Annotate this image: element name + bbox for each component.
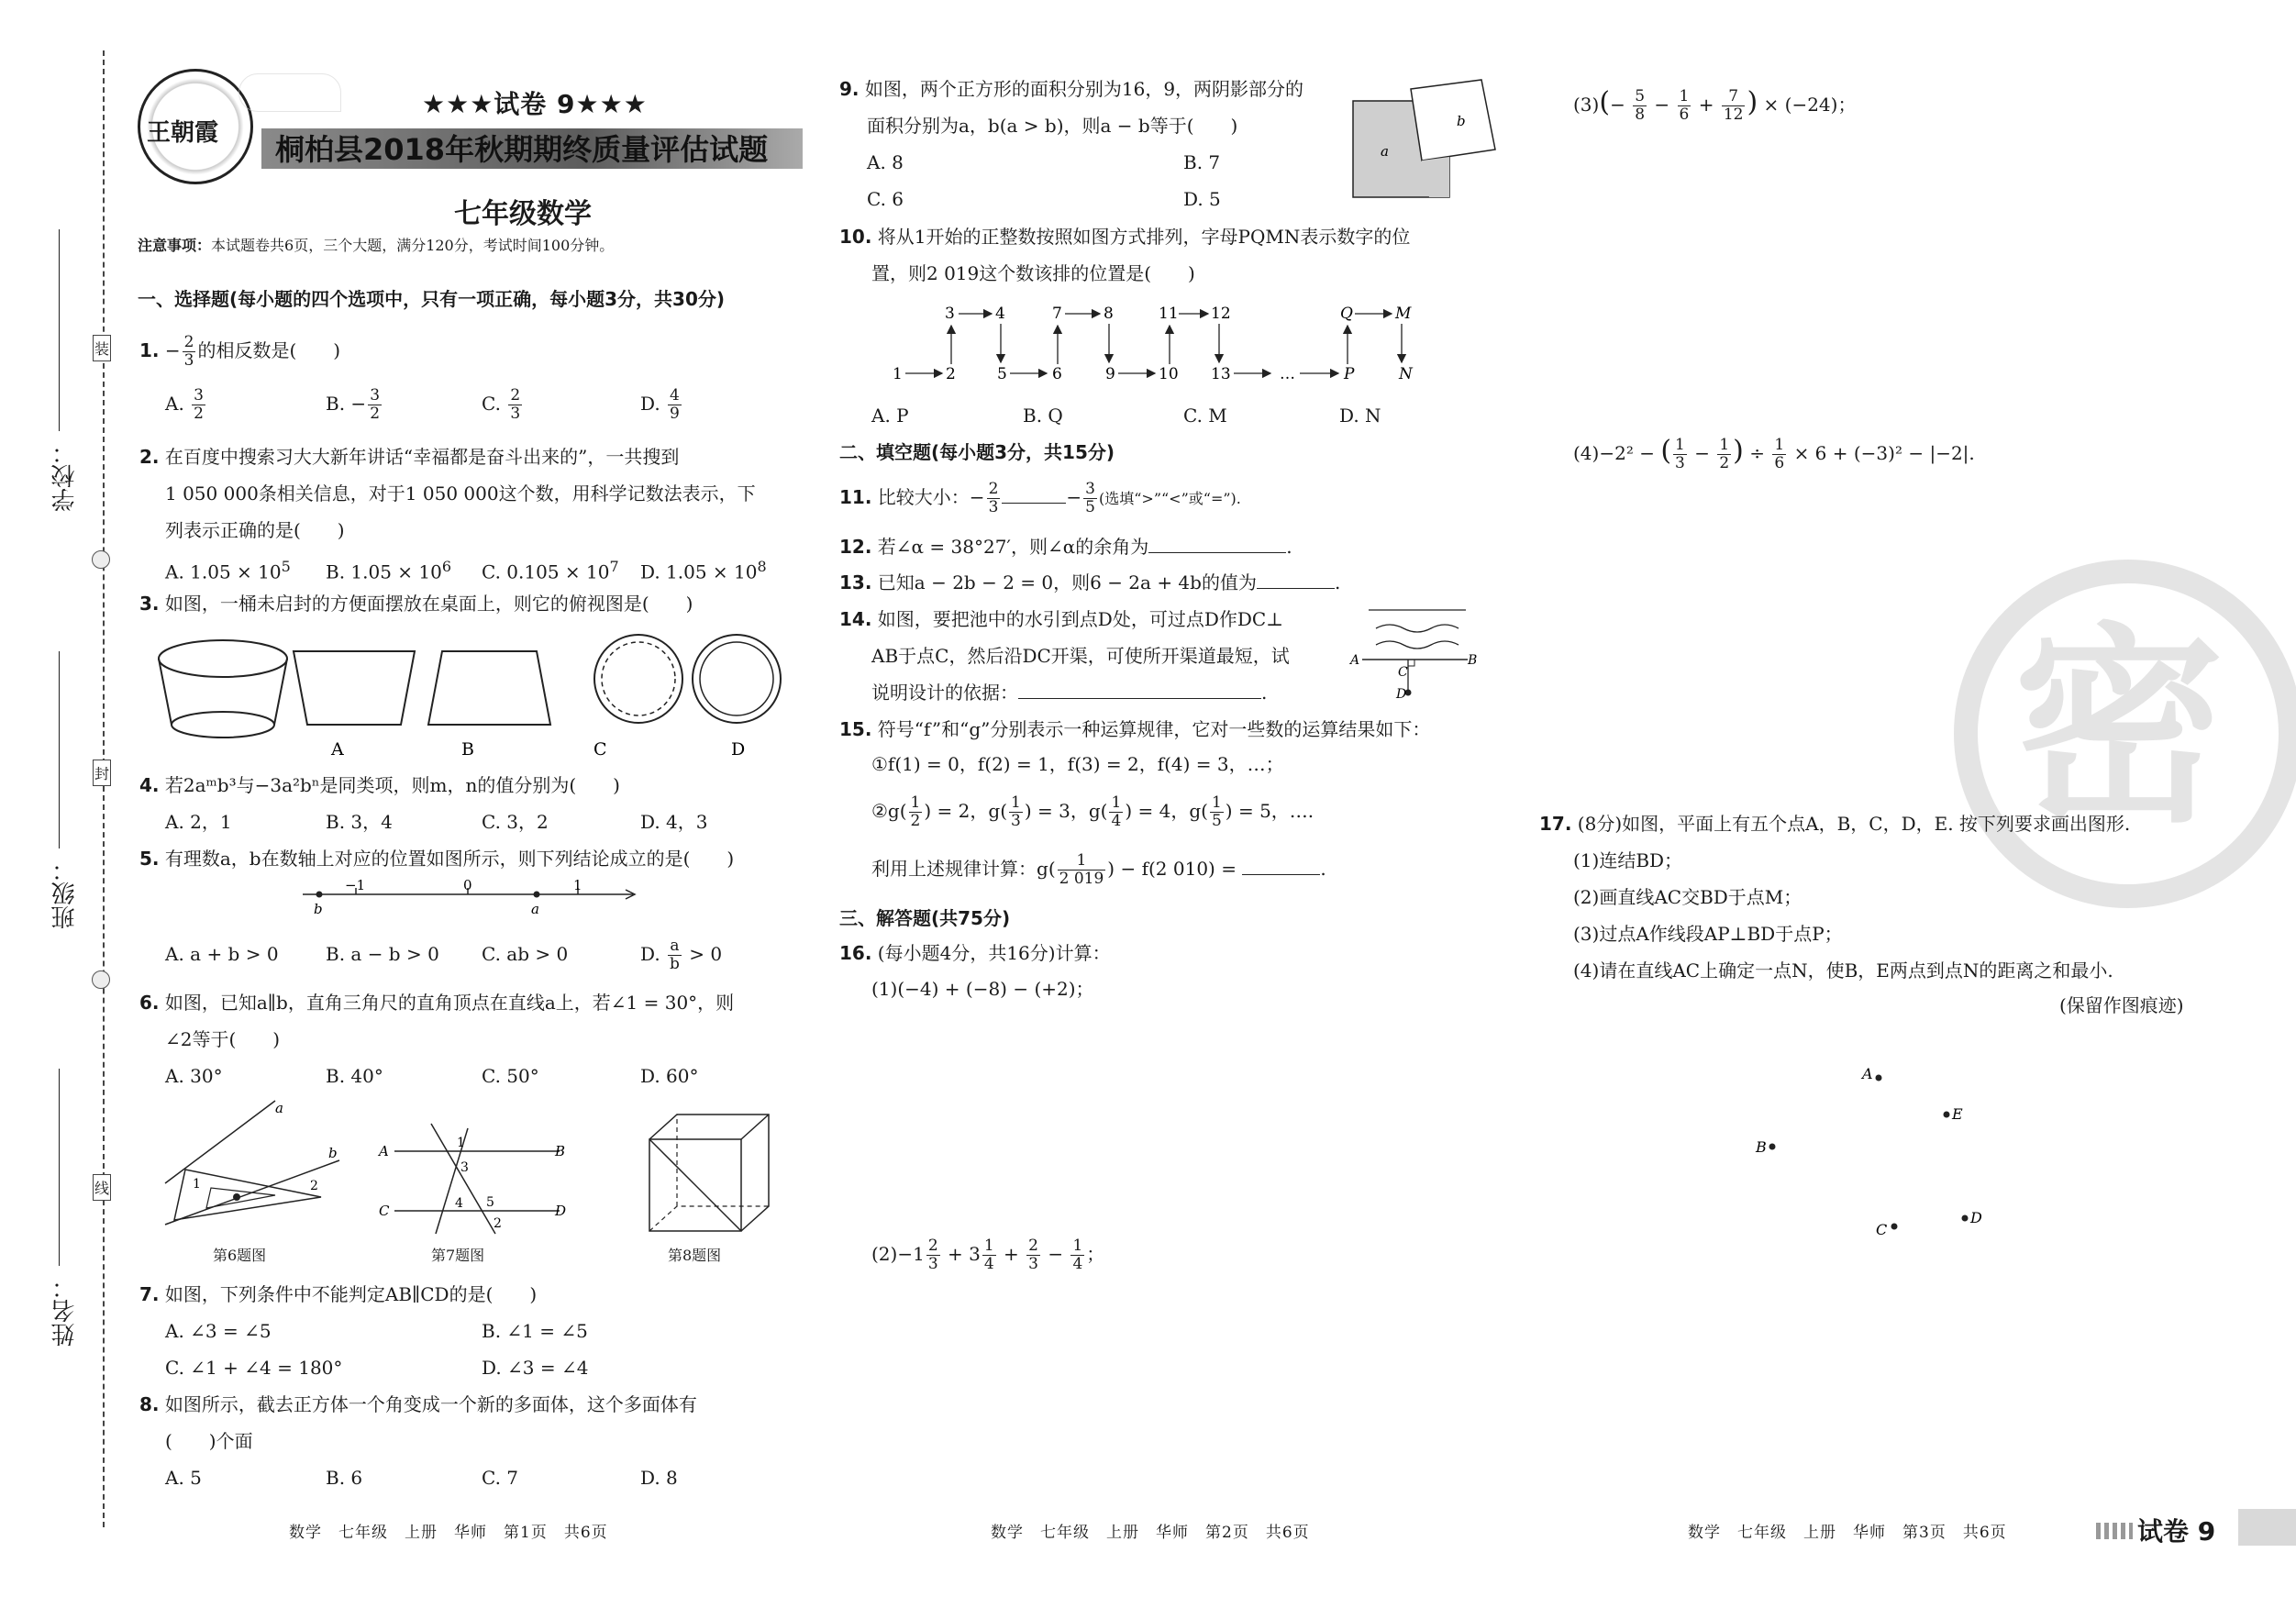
q9-line-2: 面积分别为a，b(a > b)，则a − b等于( ) (867, 115, 1238, 137)
q9-line-1: 9. 如图，两个正方形的面积分别为16，9，两阴影部分的 (839, 78, 1304, 100)
svg-text:4: 4 (455, 1196, 463, 1211)
q9-option-b[interactable]: B. 7 (1183, 151, 1221, 173)
q3-label-b: B (461, 739, 474, 760)
section-2-title: 二、填空题(每小题3分，共15分) (839, 441, 1115, 463)
svg-text:13: 13 (1211, 365, 1231, 383)
figure-7 (376, 1119, 578, 1238)
brand-logo-text: 王朝霞 (147, 119, 219, 147)
svg-text:2: 2 (310, 1179, 318, 1193)
q1-option-d[interactable]: D. $\frac{4}{9}$ (640, 386, 680, 423)
footer-page-3: 数学 七年级 上册 华师 第3页 共6页 (1688, 1524, 2007, 1542)
q5-stem: 5. 有理数a，b在数轴上对应的位置如图所示，则下列结论成立的是( ) (139, 848, 735, 870)
q17-stem: 17. (8分)如图，平面上有五个点A，B，C，D，E. 按下列要求画出图形. (1539, 813, 2131, 835)
q1-option-b[interactable]: B. − $\frac{3}{2}$ (326, 386, 381, 423)
q2-line-3: 列表示正确的是( ) (165, 519, 345, 541)
svg-text:C: C (379, 1203, 390, 1219)
q5-option-a[interactable]: A. a + b > 0 (165, 943, 279, 965)
footer-page-2: 数学 七年级 上册 华师 第2页 共6页 (991, 1524, 1310, 1542)
q14-figure (1348, 601, 1486, 706)
q16-part-2: (2)−1 $\frac{2}{3}$ + 3 $\frac{1}{4}$ + $\frac{2}{3}$ − $\frac{1}{4}$ ； (871, 1237, 1105, 1273)
q5-option-d[interactable]: D. $\frac{a}{b}$ > 0 (640, 937, 723, 973)
svg-text:A: A (1350, 653, 1360, 668)
q2-option-c[interactable]: C. $0.105 \times 10^7$ (482, 558, 619, 583)
svg-text:11: 11 (1159, 305, 1179, 323)
q6-option-c[interactable]: C. 50° (482, 1065, 539, 1087)
q16-part-2-answer-area[interactable] (871, 1280, 1495, 1500)
q15-calc: 利用上述规律计算：g( $\frac{1}{2 019}$ ) − f(2 010) = . (871, 851, 1326, 888)
q5-option-b[interactable]: B. a − b > 0 (326, 943, 439, 965)
svg-text:B: B (1756, 1138, 1767, 1156)
binding-label-xian: 线 (93, 1174, 111, 1201)
q14-answer-blank[interactable] (1018, 698, 1261, 699)
q4-option-c[interactable]: C. 3，2 (482, 811, 549, 833)
q15-line-2: ①f(1) = 0，f(2) = 1，f(3) = 2，f(4) = 3，…； (871, 753, 1284, 775)
q10-line-1: 10. 将从1开始的正整数按照如图方式排列，字母PQMN表示数字的位 (839, 226, 1411, 248)
school-label: 学校： (51, 440, 79, 512)
section-1-title: 一、选择题(每小题的四个选项中，只有一项正确，每小题3分，共30分) (138, 288, 726, 310)
q11-answer-blank[interactable] (1002, 503, 1066, 504)
svg-text:6: 6 (1052, 365, 1062, 383)
q3-label-a: A (331, 739, 344, 760)
svg-text:D: D (555, 1203, 567, 1219)
q3-label-d: D (731, 739, 746, 760)
svg-text:P: P (1344, 365, 1355, 383)
q7-option-c[interactable]: C. ∠1 + ∠4 = 180° (165, 1357, 343, 1379)
svg-text:B: B (1468, 653, 1478, 668)
q3-label-c: C (593, 739, 607, 760)
notice-text: 本试题卷共6页，三个大题，满分120分，考试时间100分钟。 (211, 237, 615, 254)
svg-text:N: N (1399, 365, 1413, 383)
confidential-stamp-text: 密 (2013, 606, 2225, 851)
q14-line-1: 14. 如图，要把池中的水引到点D处，可过点D作DC⊥ (839, 608, 1284, 630)
q3-noodle-cup (159, 640, 287, 738)
q7-option-a[interactable]: A. ∠3 = ∠5 (165, 1320, 272, 1342)
q2-line-2: 1 050 000条相关信息，对于1 050 000这个数，用科学记数法表示，下 (165, 482, 756, 505)
footer-page-1: 数学 七年级 上册 华师 第1页 共6页 (289, 1524, 608, 1542)
q12-answer-blank[interactable] (1148, 552, 1286, 553)
q10-option-d[interactable]: D. N (1339, 405, 1381, 427)
svg-text:b: b (328, 1145, 338, 1161)
q10-arrangement-figure (885, 298, 1436, 390)
name-label: 姓名： (51, 1275, 79, 1347)
q8-line-2: ( )个面 (165, 1430, 253, 1452)
svg-text:8: 8 (1104, 305, 1114, 323)
logo-ribbon (238, 73, 341, 112)
svg-text:5: 5 (997, 365, 1007, 383)
q13-answer-blank[interactable] (1257, 588, 1335, 589)
svg-text:B: B (555, 1143, 566, 1159)
q8-line-1: 8. 如图所示，截去正方体一个角变成一个新的多面体，这个多面体有 (139, 1393, 697, 1415)
binding-dot-2 (92, 970, 110, 989)
figure-6 (156, 1096, 367, 1234)
q10-option-b[interactable]: B. Q (1023, 405, 1063, 427)
q9-option-a[interactable]: A. 8 (867, 151, 904, 173)
q17-note: (保留作图痕迹) (2059, 994, 2184, 1016)
figure-7-caption: 第7题图 (431, 1247, 485, 1264)
svg-text:C: C (1398, 665, 1408, 680)
q6-line-2: ∠2等于( ) (165, 1028, 281, 1050)
svg-text:b: b (1457, 113, 1466, 129)
q14-line-3: 说明设计的依据： . (871, 682, 1268, 704)
q17-step-2: (2)画直线AC交BD于点M； (1573, 886, 1802, 908)
q4-stem: 4. 若2aᵐb³与−3a²bⁿ是同类项，则m，n的值分别为( ) (139, 774, 620, 796)
q16-part-1: (1)(−4) + (−8) − (+2)； (871, 978, 1094, 1000)
q17-step-3: (3)过点A作线段AP⊥BD于点P； (1573, 923, 1843, 945)
q14-line-2: AB于点C，然后沿DC开渠，可使所开渠道最短，试 (871, 645, 1290, 667)
q5-axis-b: b (314, 901, 323, 917)
q15-answer-blank[interactable] (1242, 874, 1320, 875)
q10-option-a[interactable]: A. P (871, 405, 909, 427)
q2-option-b[interactable]: B. $1.05 \times 10^6$ (326, 558, 452, 583)
q4-option-a[interactable]: A. 2，1 (165, 811, 232, 833)
q3-option-b-figure[interactable] (428, 651, 550, 725)
q5-axis-1: 1 (573, 879, 582, 893)
q9-option-c[interactable]: C. 6 (867, 188, 904, 210)
class-label: 班级： (51, 858, 79, 929)
q3-figures (151, 628, 793, 766)
svg-text:1: 1 (893, 365, 903, 383)
q10-option-c[interactable]: C. M (1183, 405, 1227, 427)
q15-line-1: 15. 符号“f”和“g”分别表示一种运算规律，它对一些数的运算结果如下： (839, 718, 1431, 740)
svg-text:1: 1 (457, 1136, 465, 1150)
svg-text:D: D (1396, 687, 1407, 702)
figure-8 (642, 1110, 780, 1243)
binding-dashed-line (103, 50, 105, 1527)
svg-text:7: 7 (1052, 305, 1062, 323)
svg-text:C: C (1876, 1221, 1888, 1238)
footer-tag-dots (2096, 1523, 2133, 1539)
exam-title: 桐柏县2018年秋期期终质量评估试题 (275, 132, 769, 167)
section-3-title: 三、解答题(共75分) (839, 907, 1011, 929)
q11-stem: 11. 比较大小：− $\frac{2}{3}$ − $\frac{3}{5}$ (选填“>”“<”或“=”). (839, 480, 1241, 516)
svg-text:E: E (1952, 1105, 1963, 1123)
svg-text:a: a (275, 1100, 283, 1116)
svg-text:1: 1 (193, 1177, 201, 1192)
footer-tag-bar (2238, 1509, 2296, 1546)
q16-part-3: (3)(− $\frac{5}{8}$ − $\frac{1}{6}$ + $\frac{7}{12}$ ) × (−24)； (1573, 86, 1857, 124)
q8-option-b[interactable]: B. 6 (326, 1467, 363, 1489)
svg-text:3: 3 (460, 1160, 469, 1175)
svg-text:3: 3 (945, 305, 955, 323)
q5-axis-a: a (531, 901, 539, 917)
svg-text:…: … (1280, 365, 1295, 383)
q3-option-a-figure[interactable] (294, 651, 415, 725)
name-field[interactable] (46, 1069, 79, 1353)
binding-label-zhuang: 装 (93, 335, 111, 361)
svg-text:D: D (1970, 1209, 1982, 1226)
svg-text:5: 5 (486, 1195, 494, 1210)
svg-text:A: A (379, 1143, 389, 1159)
q1-stem: 1. − $\frac{2}{3}$ 的相反数是( ) (139, 333, 341, 370)
q6-option-d[interactable]: D. 60° (640, 1065, 699, 1087)
q3-stem: 3. 如图，一桶未启封的方便面摆放在桌面上，则它的俯视图是( ) (139, 593, 693, 615)
q5-axis-0: 0 (463, 879, 472, 893)
q17-points-figure[interactable] (1743, 1055, 2018, 1257)
svg-text:M: M (1395, 305, 1412, 323)
class-field[interactable] (46, 651, 79, 936)
notice (138, 234, 614, 258)
svg-text:Q: Q (1340, 305, 1353, 323)
svg-text:a: a (1381, 143, 1389, 160)
q8-option-d[interactable]: D. 8 (640, 1467, 678, 1489)
footer-paper-tag: 试卷 9 (2137, 1516, 2216, 1547)
q2-option-d[interactable]: D. $1.05 \times 10^8$ (640, 558, 767, 583)
q6-line-1: 6. 如图，已知a∥b，直角三角尺的直角顶点在直线a上，若∠1 = 30°，则 (139, 992, 735, 1014)
binding-label-feng: 封 (93, 760, 111, 786)
q4-option-b[interactable]: B. 3，4 (326, 811, 393, 833)
q9-figure (1348, 78, 1509, 206)
q8-option-c[interactable]: C. 7 (482, 1467, 519, 1489)
q16-part-4: (4)−2² − ( $\frac{1}{3}$ − $\frac{1}{2}$ ) ÷ $\frac{1}{6}$ × 6 + (−3)² − |−2|. (1573, 435, 1975, 472)
q5-option-c[interactable]: C. ab > 0 (482, 943, 569, 965)
q13-stem: 13. 已知a − 2b − 2 = 0，则6 − 2a + 4b的值为 . (839, 571, 1341, 593)
exam-subject: 七年级数学 (454, 198, 592, 230)
q7-stem: 7. 如图，下列条件中不能判定AB∥CD的是( ) (139, 1283, 538, 1305)
binding-dot-1 (92, 550, 110, 569)
q1-option-a[interactable]: A. $\frac{3}{2}$ (165, 386, 204, 423)
q3-option-d-figure[interactable] (693, 635, 781, 723)
q15-line-3: ②g( $\frac{1}{2}$ ) = 2，g( $\frac{1}{3}$ ) = 3，g( $\frac{1}{4}$ ) = 4，g( $\frac{1}{5}$ ) = 5，…. (871, 793, 1314, 830)
q16-stem: 16. (每小题4分，共16分)计算： (839, 942, 1111, 964)
q17-step-4: (4)请在直线AC上确定一点N，使B，E两点到点N的距离之和最小. (1573, 959, 2113, 981)
q6-option-b[interactable]: B. 40° (326, 1065, 383, 1087)
q17-step-1: (1)连结BD； (1573, 849, 1683, 871)
notice-label: 注意事项： (138, 237, 212, 254)
q1-option-c[interactable]: C. $\frac{2}{3}$ (482, 386, 521, 423)
q3-option-c-figure[interactable] (594, 635, 682, 723)
q2-option-a[interactable]: A. $1.05 \times 10^5$ (165, 558, 291, 583)
q16-part-1-answer-area[interactable] (871, 1009, 1495, 1220)
q5-number-line (294, 879, 642, 925)
figure-6-caption: 第6题图 (213, 1247, 267, 1264)
q6-option-a[interactable]: A. 30° (165, 1065, 223, 1087)
q2-line-1: 2. 在百度中搜索习大大新年讲话“幸福都是奋斗出来的”，一共搜到 (139, 446, 680, 468)
svg-text:4: 4 (995, 305, 1005, 323)
q10-line-2: 置，则2 019这个数该排的位置是( ) (871, 262, 1195, 284)
svg-text:A: A (1862, 1065, 1873, 1082)
q4-option-d[interactable]: D. 4，3 (640, 811, 708, 833)
q8-option-a[interactable]: A. 5 (165, 1467, 202, 1489)
q7-option-d[interactable]: D. ∠3 = ∠4 (482, 1357, 589, 1379)
figure-8-caption: 第8题图 (668, 1247, 722, 1264)
q7-option-b[interactable]: B. ∠1 = ∠5 (482, 1320, 588, 1342)
svg-text:12: 12 (1211, 305, 1231, 323)
q9-option-d[interactable]: D. 5 (1183, 188, 1221, 210)
svg-text:2: 2 (494, 1216, 502, 1231)
paper-number: ★★★试卷 9★★★ (422, 89, 648, 119)
q12-stem: 12. 若∠α = 38°27′，则∠α的余角为 . (839, 536, 1292, 558)
q5-axis-neg1: −1 (345, 879, 366, 893)
school-field[interactable] (46, 229, 79, 514)
svg-text:9: 9 (1105, 365, 1115, 383)
svg-text:10: 10 (1159, 365, 1179, 383)
svg-text:2: 2 (946, 365, 956, 383)
q16-part-3-answer-area[interactable] (1573, 133, 2197, 408)
